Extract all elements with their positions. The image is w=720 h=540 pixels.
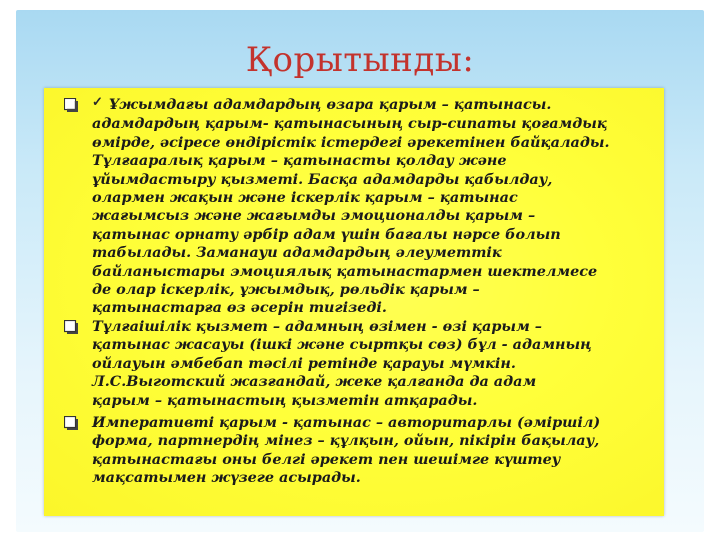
- slide-title: Қорытынды:: [245, 40, 475, 80]
- bullet-line: форма, партнердің мінез – құлқын, ойын, пікірін бақылау,: [92, 432, 600, 450]
- bullet-line: қатынас жасауы (ішкі және сыртқы сөз) бұл - адамның: [92, 336, 592, 354]
- bullet-line: мақсатымен жүзеге асырады.: [92, 469, 361, 487]
- bullet-line: ұйымдастыру қызметі. Басқа адамдарды қабылдау,: [92, 170, 553, 188]
- bullet-line: ойлауын әмбебап тәсілі ретінде қарауы мүмкін.: [92, 354, 516, 372]
- bullet-list: [44, 96, 664, 488]
- bullet-item-1: [44, 96, 664, 318]
- bullet-line: қарым – қатынастың қызметін атқарады.: [92, 391, 478, 409]
- square-bullet-icon: [64, 320, 78, 334]
- bullet-line: адамдардың қарым- қатынасының сыр-сипаты қоғамдық: [92, 115, 607, 133]
- checkmark-icon: ✓: [92, 95, 103, 110]
- square-bullet-icon: [64, 98, 78, 112]
- bullet-line: олармен жақын және іскерлік қарым – қатынас: [92, 189, 518, 207]
- bullet-line: Тұлғааралық қарым – қатынасты қолдау және: [92, 152, 507, 170]
- bullet-line: Императивті қарым - қатынас – авторитарлы (әміршіл): [92, 413, 601, 431]
- bullet-line: ✓ Ұжымдағы адамдардың өзара қарым – қатынасы.: [92, 95, 552, 113]
- bullet-line: Тұлғаішілік қызмет – адамның өзімен - өзі қарым –: [92, 317, 542, 335]
- bullet-line: байланыстары эмоциялық қатынастармен шектелмесе: [92, 262, 598, 280]
- bullet-item-2: [44, 318, 664, 410]
- bullet-line: де олар іскерлік, ұжымдық, рөльдік қарым –: [92, 281, 480, 299]
- bullet-item-3: [44, 414, 664, 488]
- bullet-text: [92, 96, 656, 318]
- bullet-line: қатынастағы оны белгі әрекет пен шешімге күштеу: [92, 450, 561, 468]
- bullet-line: жағымсыз және жағымды эмоционалды қарым –: [92, 207, 536, 225]
- square-bullet-icon: [64, 416, 78, 430]
- content-panel: [44, 88, 664, 516]
- bullet-line: табылады. Заманауи адамдардың әлеуметтік: [92, 244, 502, 262]
- bullet-line: өмірде, әсіресе өндірістік істердегі әрекетінен байқалады.: [92, 133, 610, 151]
- bullet-line: Л.С.Выготский жазғандай, жеке қалғанда да адам: [92, 373, 537, 391]
- bullet-line: қатынас орнату әрбір адам үшін бағалы нәрсе болып: [92, 225, 561, 243]
- bullet-line: қатынастарға өз әсерін тигізеді.: [92, 299, 387, 317]
- bullet-text: [92, 414, 656, 488]
- bullet-text: [92, 318, 656, 410]
